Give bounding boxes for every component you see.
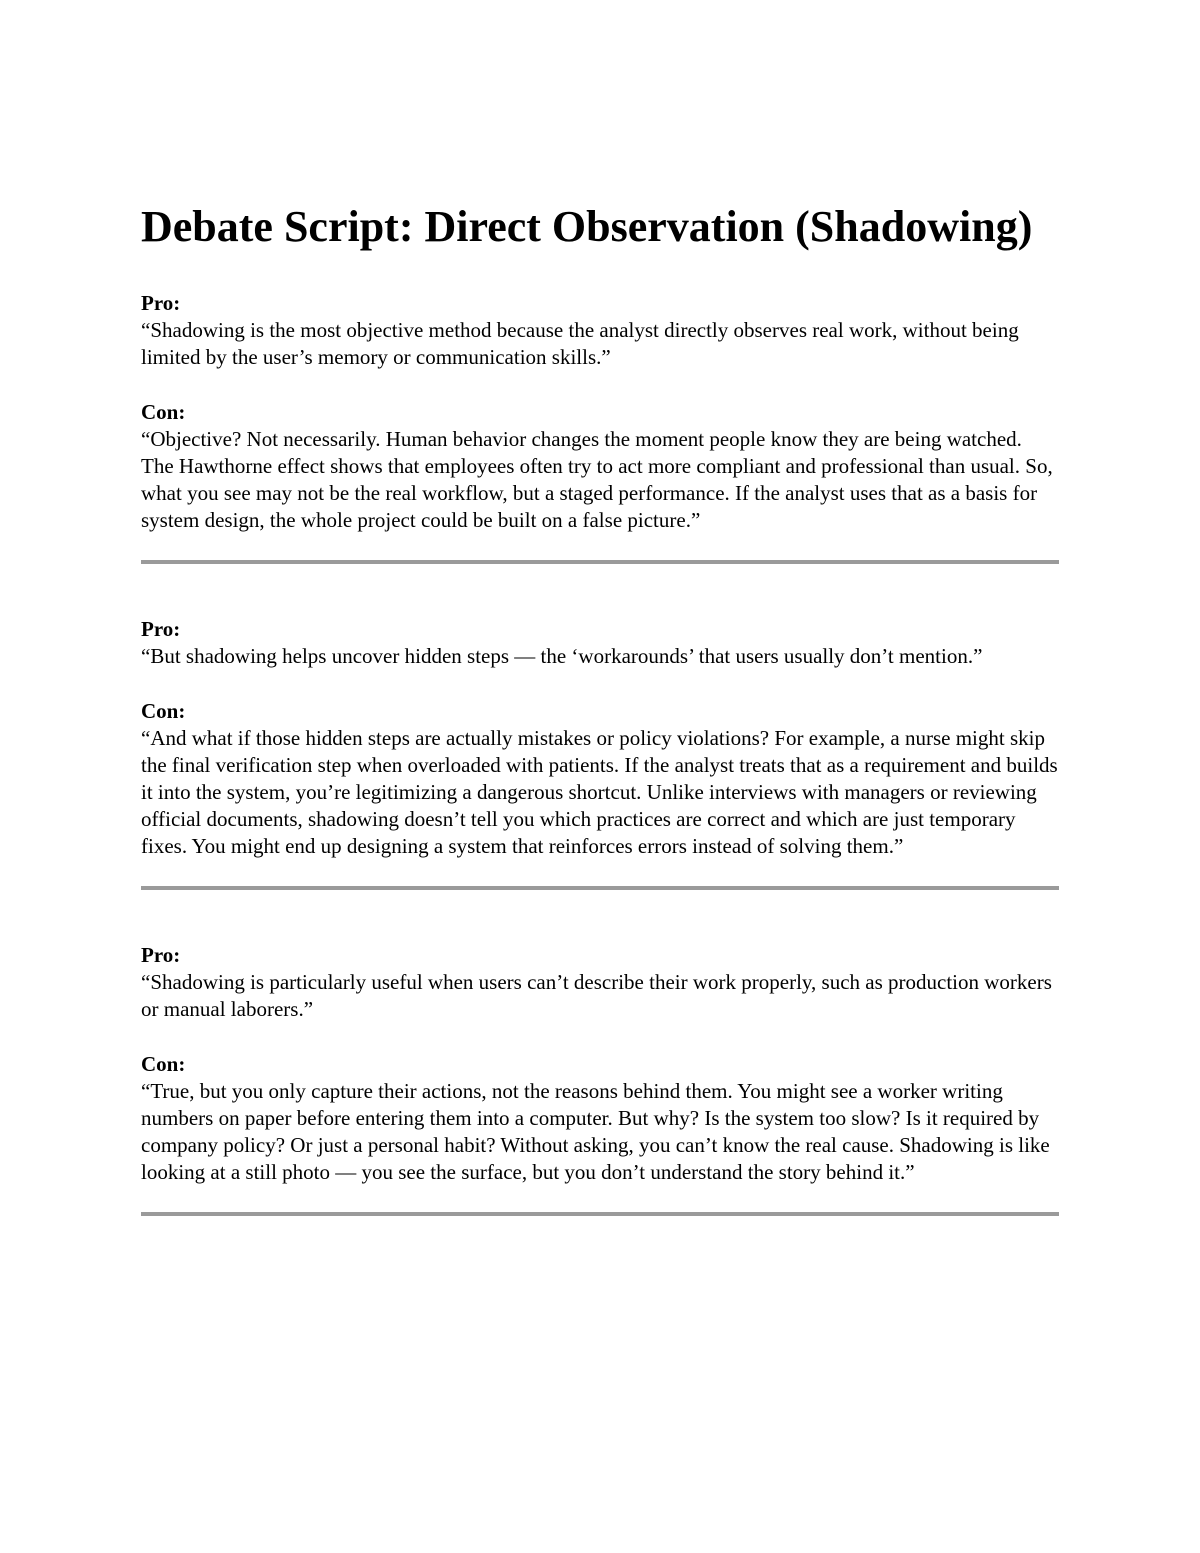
pro-label: Pro:: [141, 617, 181, 641]
document-title: Debate Script: Direct Observation (Shadowing): [141, 202, 1033, 251]
section-divider: [141, 1212, 1059, 1216]
pro-label: Pro:: [141, 943, 181, 967]
debate-section-2: [141, 616, 1059, 890]
pro-argument: “Shadowing is particularly useful when users can’t describe their work properly, such as production workers or manual laborers.”: [141, 970, 1052, 1021]
debate-section-1: [141, 290, 1059, 564]
pro-label: Pro:: [141, 291, 181, 315]
section-divider: [141, 560, 1059, 564]
con-label: Con:: [141, 1052, 186, 1076]
pro-argument: “But shadowing helps uncover hidden steps — the ‘workarounds’ that users usually don’t mention.”: [141, 644, 983, 668]
section-divider: [141, 886, 1059, 890]
con-label: Con:: [141, 400, 186, 424]
con-argument: “True, but you only capture their actions, not the reasons behind them. You might see a worker writing numbers on paper before entering them into a computer. But why? Is the system too slow? Is it required by company policy? Or just a personal habit? Without asking, you can’t know the real cause. Shadowing is like looking at a still photo — you see the surface, but you don’t understand the story behind it.”: [141, 1079, 1050, 1184]
con-argument: “And what if those hidden steps are actually mistakes or policy violations? For example, a nurse might skip the final verification step when overloaded with patients. If the analyst treats that as a requirement and builds it into the system, you’re legitimizing a dangerous shortcut. Unlike interviews with managers or reviewing official documents, shadowing doesn’t tell you which practices are correct and which are just temporary fixes. You might end up designing a system that reinforces errors instead of solving them.”: [141, 726, 1058, 858]
con-label: Con:: [141, 699, 186, 723]
con-argument: “Objective? Not necessarily. Human behavior changes the moment people know they are being watched. The Hawthorne effect shows that employees often try to act more compliant and professional than usual. So, what you see may not be the real workflow, but a staged performance. If the analyst uses that as a basis for system design, the whole project could be built on a false picture.”: [141, 427, 1053, 532]
pro-argument: “Shadowing is the most objective method because the analyst directly observes real work, without being limited by the user’s memory or communication skills.”: [141, 318, 1019, 369]
debate-section-3: [141, 942, 1059, 1216]
document-page: [141, 196, 1059, 1268]
